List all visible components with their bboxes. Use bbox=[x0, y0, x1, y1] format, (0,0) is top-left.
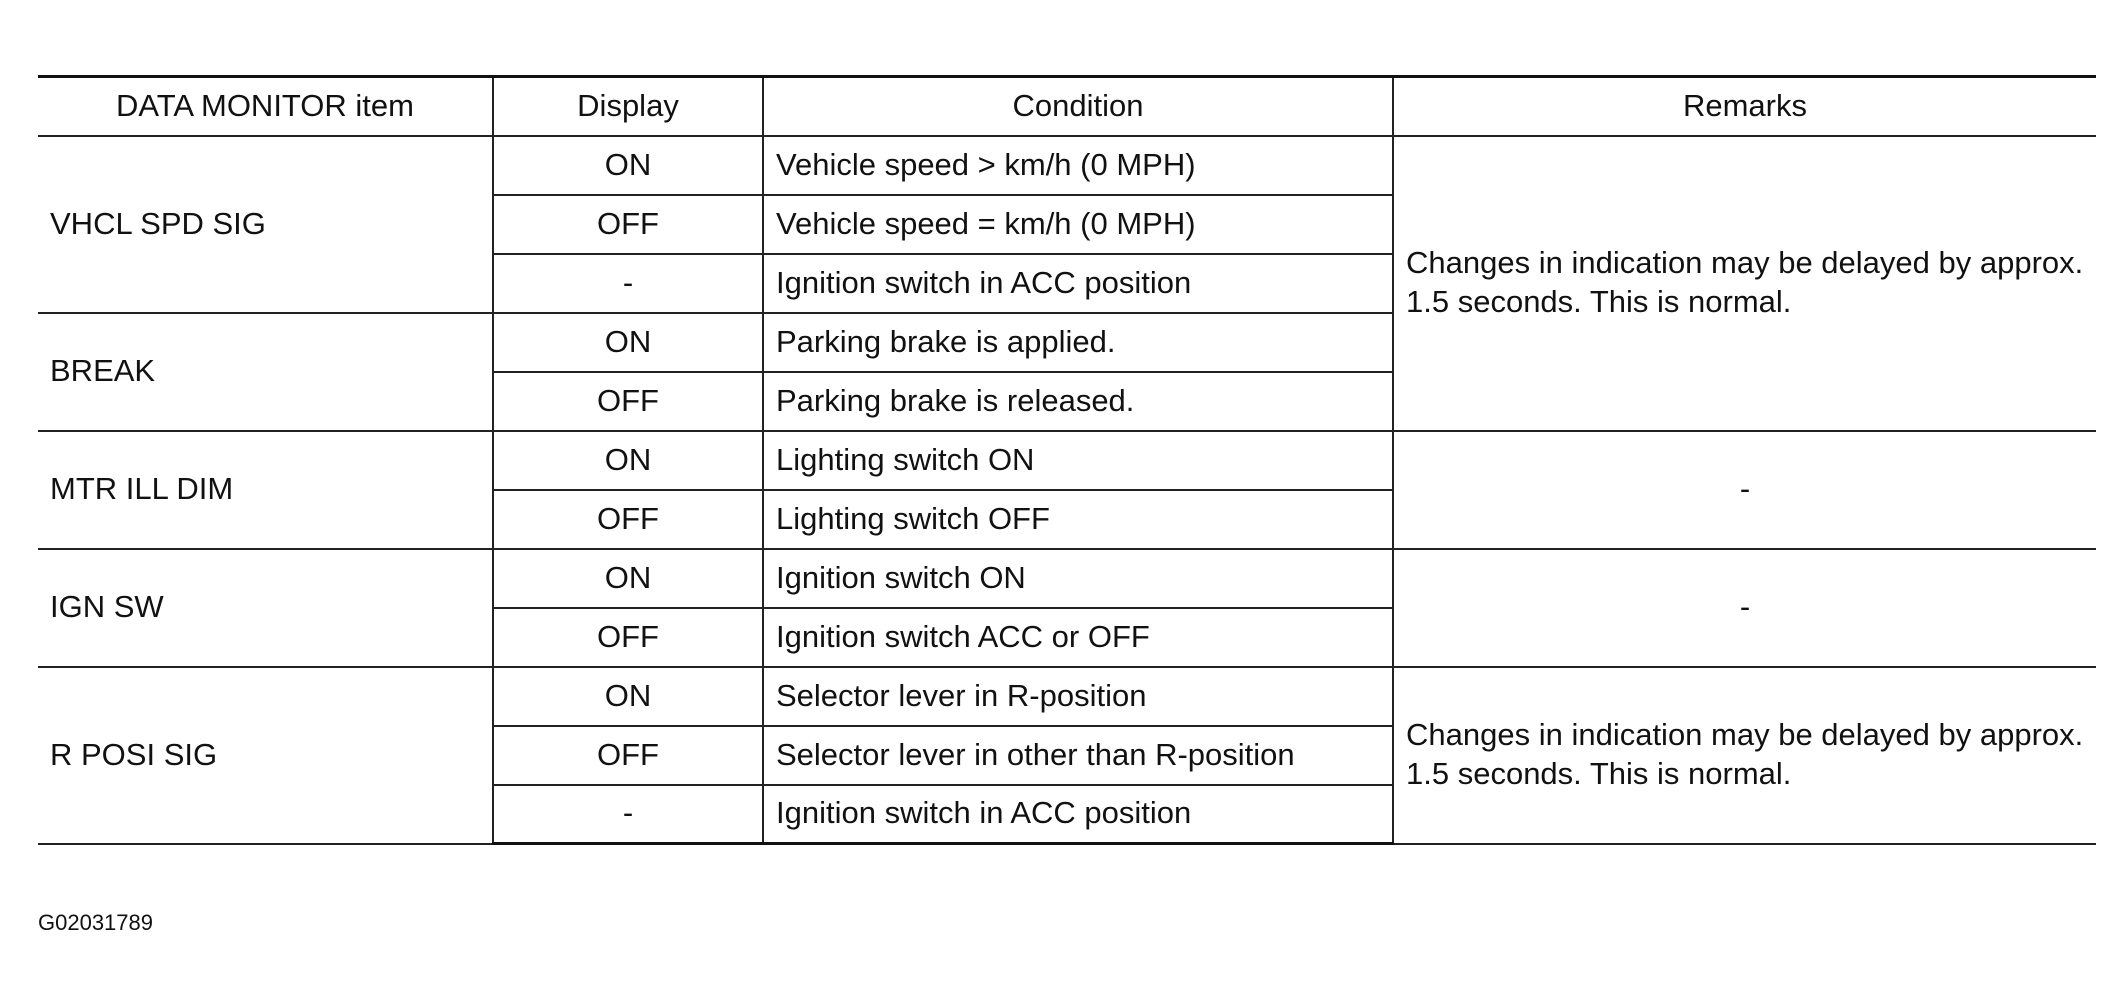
display-cell: ON bbox=[493, 667, 763, 726]
display-cell: ON bbox=[493, 136, 763, 195]
display-cell: ON bbox=[493, 431, 763, 490]
condition-cell: Lighting switch OFF bbox=[763, 490, 1393, 549]
item-break: BREAK bbox=[38, 313, 493, 431]
display-cell: OFF bbox=[493, 195, 763, 254]
condition-cell: Ignition switch ON bbox=[763, 549, 1393, 608]
table-row bbox=[38, 136, 2096, 195]
remarks-ign-sw: - bbox=[1393, 549, 2096, 667]
display-cell: OFF bbox=[493, 490, 763, 549]
table-row bbox=[38, 549, 2096, 608]
remarks-speed-break: Changes in indication may be delayed by approx. 1.5 seconds. This is normal. bbox=[1393, 136, 2096, 431]
condition-cell: Vehicle speed = km/h (0 MPH) bbox=[763, 195, 1393, 254]
data-monitor-table-container bbox=[38, 75, 2096, 845]
condition-cell: Parking brake is released. bbox=[763, 372, 1393, 431]
table-header-row bbox=[38, 77, 2096, 136]
table-row bbox=[38, 431, 2096, 490]
condition-cell: Selector lever in R-position bbox=[763, 667, 1393, 726]
condition-cell: Lighting switch ON bbox=[763, 431, 1393, 490]
display-cell: - bbox=[493, 785, 763, 844]
display-cell: OFF bbox=[493, 372, 763, 431]
display-cell: ON bbox=[493, 549, 763, 608]
condition-cell: Ignition switch ACC or OFF bbox=[763, 608, 1393, 667]
condition-cell: Ignition switch in ACC position bbox=[763, 785, 1393, 844]
header-condition: Condition bbox=[763, 77, 1393, 136]
condition-cell: Parking brake is applied. bbox=[763, 313, 1393, 372]
item-r-posi-sig: R POSI SIG bbox=[38, 667, 493, 844]
condition-cell: Ignition switch in ACC position bbox=[763, 254, 1393, 313]
header-display: Display bbox=[493, 77, 763, 136]
display-cell: ON bbox=[493, 313, 763, 372]
display-cell: - bbox=[493, 254, 763, 313]
item-vhcl-spd-sig: VHCL SPD SIG bbox=[38, 136, 493, 313]
display-cell: OFF bbox=[493, 608, 763, 667]
remarks-mtr-ill-dim: - bbox=[1393, 431, 2096, 549]
header-data-monitor-item: DATA MONITOR item bbox=[38, 77, 493, 136]
data-monitor-table bbox=[38, 75, 2096, 845]
display-cell: OFF bbox=[493, 726, 763, 785]
table-row bbox=[38, 667, 2096, 726]
header-remarks: Remarks bbox=[1393, 77, 2096, 136]
condition-cell: Vehicle speed > km/h (0 MPH) bbox=[763, 136, 1393, 195]
figure-id: G02031789 bbox=[38, 910, 153, 935]
item-ign-sw: IGN SW bbox=[38, 549, 493, 667]
remarks-r-posi-sig: Changes in indication may be delayed by approx. 1.5 seconds. This is normal. bbox=[1393, 667, 2096, 844]
item-mtr-ill-dim: MTR ILL DIM bbox=[38, 431, 493, 549]
condition-cell: Selector lever in other than R-position bbox=[763, 726, 1393, 785]
